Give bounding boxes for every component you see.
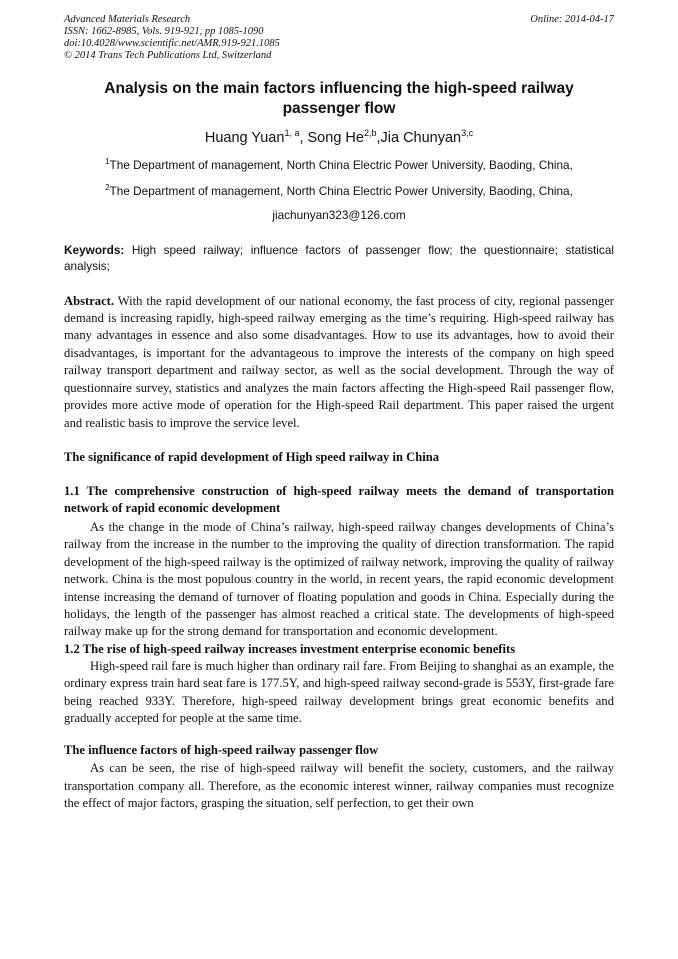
keywords-text: High speed railway; influence factors of passenger flow; the questionnaire; statistical analysis; [64, 242, 614, 273]
affiliation-superscript: 1 [105, 156, 110, 166]
keywords [64, 242, 614, 274]
body-paragraph: As the change in the mode of China’s railway, high-speed railway changes developments of China’s railway from the increase in the number to the improving the quality of direction transformation. The rapid development of the high-speed railway is the optimized of railway network, improving the quality of railway network. China is the most populous country in the world, in recent years, the rapid economic development intense increasing the demand of turnover of floating population and goods in China. Especially during the holidays, the length of the passenger has almost reached a critical state. The developments of high-speed railway make up for the strong demand for transportation and economic development. [64, 519, 614, 639]
body-paragraph: As can be seen, the rise of high-speed railway will benefit the society, customers, and the railway transportation company all. Therefore, as the economic interest winner, railway companies must recognize the effect of major factors, grasping the situation, self perfection, to get their own [64, 761, 614, 811]
subsection-heading: 1.1 The comprehensive construction of high-speed railway meets the demand of transportation network of rapid economic development [64, 483, 614, 515]
contact-email: jiachunyan323@126.com [272, 207, 406, 222]
body-paragraph: High-speed rail fare is much higher than ordinary rail fare. From Beijing to shanghai as an example, the ordinary express train hard seat fare is 177.5Y, and high-speed railway second-grade is 553Y, first-grade fare being reached 933Y. Therefore, high-speed railway development brings great economic benefits and gradually accepted for people at the same time. [64, 658, 614, 725]
affiliation-text: The Department of management, North China Electric Power University, Baoding, China, [109, 183, 573, 198]
author-name: Song He [307, 129, 364, 146]
affiliation [64, 183, 614, 198]
author-superscript: 2,b [363, 128, 377, 138]
abstract [64, 293, 614, 432]
author-superscript: 3,c [461, 128, 474, 138]
affiliation-text: The Department of management, North China Electric Power University, Baoding, China, [109, 157, 573, 172]
abstract-text: With the rapid development of our national economy, the fast process of city, regional passenger demand is increasing rapidly, high-speed railway emerging as the time’s requiring. High-speed railway has many advantages in essence and also some disadvantages. How to use its advantages, how to avoid their disadvantages, is important for the advantageous to improve the interests of the company on high speed railway transport department and railway sector, as well as the social development. Through the way of questionnaire survey, statistics and analyzes the main factors affecting the High-speed Rail passenger flow, provides more active mode of operation for the High-speed Rail department. This paper raised the urgent and realistic basis to improve the service level. [64, 293, 614, 430]
copyright: © 2014 Trans Tech Publications Ltd, Switzerland [64, 50, 272, 61]
doi: doi:10.4028/www.scientific.net/AMR.919-921.1085 [64, 38, 280, 49]
abstract-label: Abstract. [64, 293, 115, 308]
keywords-label: Keywords: [64, 242, 125, 257]
paper-title: Analysis on the main factors influencing the high-speed railway passenger flow [104, 80, 574, 117]
section-heading: The significance of rapid development of High speed railway in China [64, 449, 440, 464]
journal-header [64, 14, 614, 62]
online-date: Online: 2014-04-17 [530, 14, 614, 25]
issn: ISSN: 1662-8985, Vols. 919-921, pp 1085-1090 [64, 26, 264, 37]
affiliation [64, 157, 614, 172]
subsection-heading: 1.2 The rise of high-speed railway increases investment enterprise economic benefits [64, 641, 516, 656]
author-superscript: 1, a [284, 128, 300, 138]
journal-name: Advanced Materials Research [64, 14, 191, 25]
section-heading: The influence factors of high-speed railway passenger flow [64, 743, 379, 758]
author-list: Huang Yuan$^{1, a}$, Song He$^{2,b}$,Jia Chunyan$^{3,c}$ [204, 128, 474, 146]
affiliation-superscript: 2 [105, 182, 110, 192]
author-name: Jia Chunyan [380, 129, 462, 146]
author-name: Huang Yuan [204, 129, 285, 146]
